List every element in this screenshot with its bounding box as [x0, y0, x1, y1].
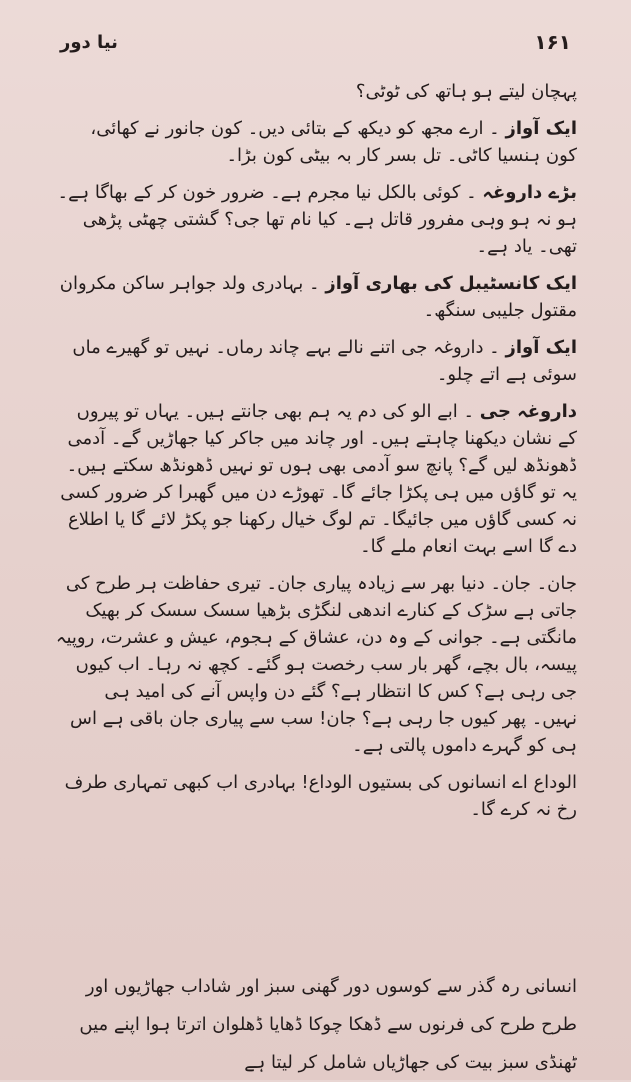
- page-number: ۱۶۱: [534, 30, 571, 54]
- paragraph-text: پہچان لیتے ہو ہاتھ کی ٹوٹی؟: [355, 81, 577, 102]
- paragraph-text: جان۔ جان۔ دنیا بھر سے زیادہ پیاری جان۔ تیری حفاظت ہر طرح کی جاتی ہے سڑک کے کنارے اندھی لنگڑی بڑھیا سسک سسک کر بھیک مانگتی ہے۔ جوانی کے وہ دن، عشاق کے ہجوم، عیش و عشرت، روپیہ پیسہ، بال بچے، گھر بار سب رخصت ہو گئے۔ کچھ نہ رہا۔ اب کیوں جی رہی ہے؟ کس کا انتظار ہے؟ گئے دن واپس آنے کی امید ہی نہیں۔ پھر کیوں جا رہی ہے؟ جان! سب سے پیاری جان باقی ہے اس ہی کو گہرے داموں پالتی ہے۔: [55, 573, 577, 756]
- paragraph: [54, 179, 577, 260]
- paragraph-text: ۔ داروغہ جی اتنے نالے بہے چاند رماں۔ نہیں تو گھیرے ماں سوئی ہے اتے چلو۔: [72, 337, 577, 385]
- speaker-name: ایک آواز: [505, 118, 577, 139]
- page-header: [60, 30, 571, 70]
- paragraph: [54, 115, 577, 169]
- paragraph-text: ۔ بہادری ولد جواہر ساکن مکروان مقتول جلیبی سنگھ۔: [59, 273, 577, 321]
- speaker-name: داروغہ جی: [479, 401, 577, 422]
- paragraph: [54, 570, 577, 759]
- paragraph: [54, 769, 577, 823]
- paragraph-text: ۔ ارے مجھ کو دیکھ کے بتائی دیں۔ کون جانور نے کھائی، کون ہنسیا کاٹی۔ تل بسر کار بہ بیٹی کون بڑا۔: [90, 118, 577, 166]
- paragraph-text: ۔ کوئی بالکل نیا مجرم ہے۔ ضرور خون کر کے بھاگا ہے۔ ہو نہ ہو وہی مفرور قاتل ہے۔ کیا نام تھا جی؟ گشتی چھٹی پڑھی تھی۔ یاد ہے۔: [57, 182, 577, 257]
- paragraph: [54, 78, 577, 105]
- paragraph: [54, 398, 577, 560]
- speaker-name: ایک کانسٹیبل کی بھاری آواز: [325, 273, 577, 294]
- journal-title: نیا دور: [60, 32, 118, 53]
- body-text: [54, 78, 577, 833]
- speaker-name: ایک آواز: [505, 337, 577, 358]
- paragraph: [54, 334, 577, 388]
- speaker-name: بڑے داروغہ: [482, 182, 577, 203]
- footer-text: انسانی رہ گذر سے کوسوں دور گھنی سبز اور شاداب جھاڑیوں اور طرح طرح کی فرنوں سے ڈھکا چوکا ڈھایا ڈھلوان اترتا ہوا اپنے میں ٹھنڈی سبز بیت کی جھاڑیاں شامل کر لیتا ہے: [79, 976, 577, 1073]
- footer-paragraph: [54, 968, 577, 1082]
- paragraph-text: ۔ ابے الو کی دم یہ ہم بھی جانتے ہیں۔ یہاں تو پیروں کے نشان دیکھنا چاہتے ہیں۔ اور چاند میں جاکر کیا جھاڑیں گے۔ آدمی ڈھونڈھ لیں گے؟ پانچ سو آدمی بھی ہوں تو نہیں ڈھونڈھ سکتے ہیں۔ یہ تو گاؤں میں ہی پکڑا جائے گا۔ تھوڑے دن میں گھبرا کر ضرور کسی نہ کسی گاؤں میں جائیگا۔ تم لوگ خیال رکھنا جو پکڑ لائے گا یا اطلاع دے گا اسے بہت انعام ملے گا۔: [60, 401, 577, 557]
- paragraph: [54, 270, 577, 324]
- paragraph-text: الوداع اے انسانوں کی بستیوں الوداع! بہادری اب کبھی تمہاری طرف رخ نہ کرے گا۔: [64, 772, 577, 820]
